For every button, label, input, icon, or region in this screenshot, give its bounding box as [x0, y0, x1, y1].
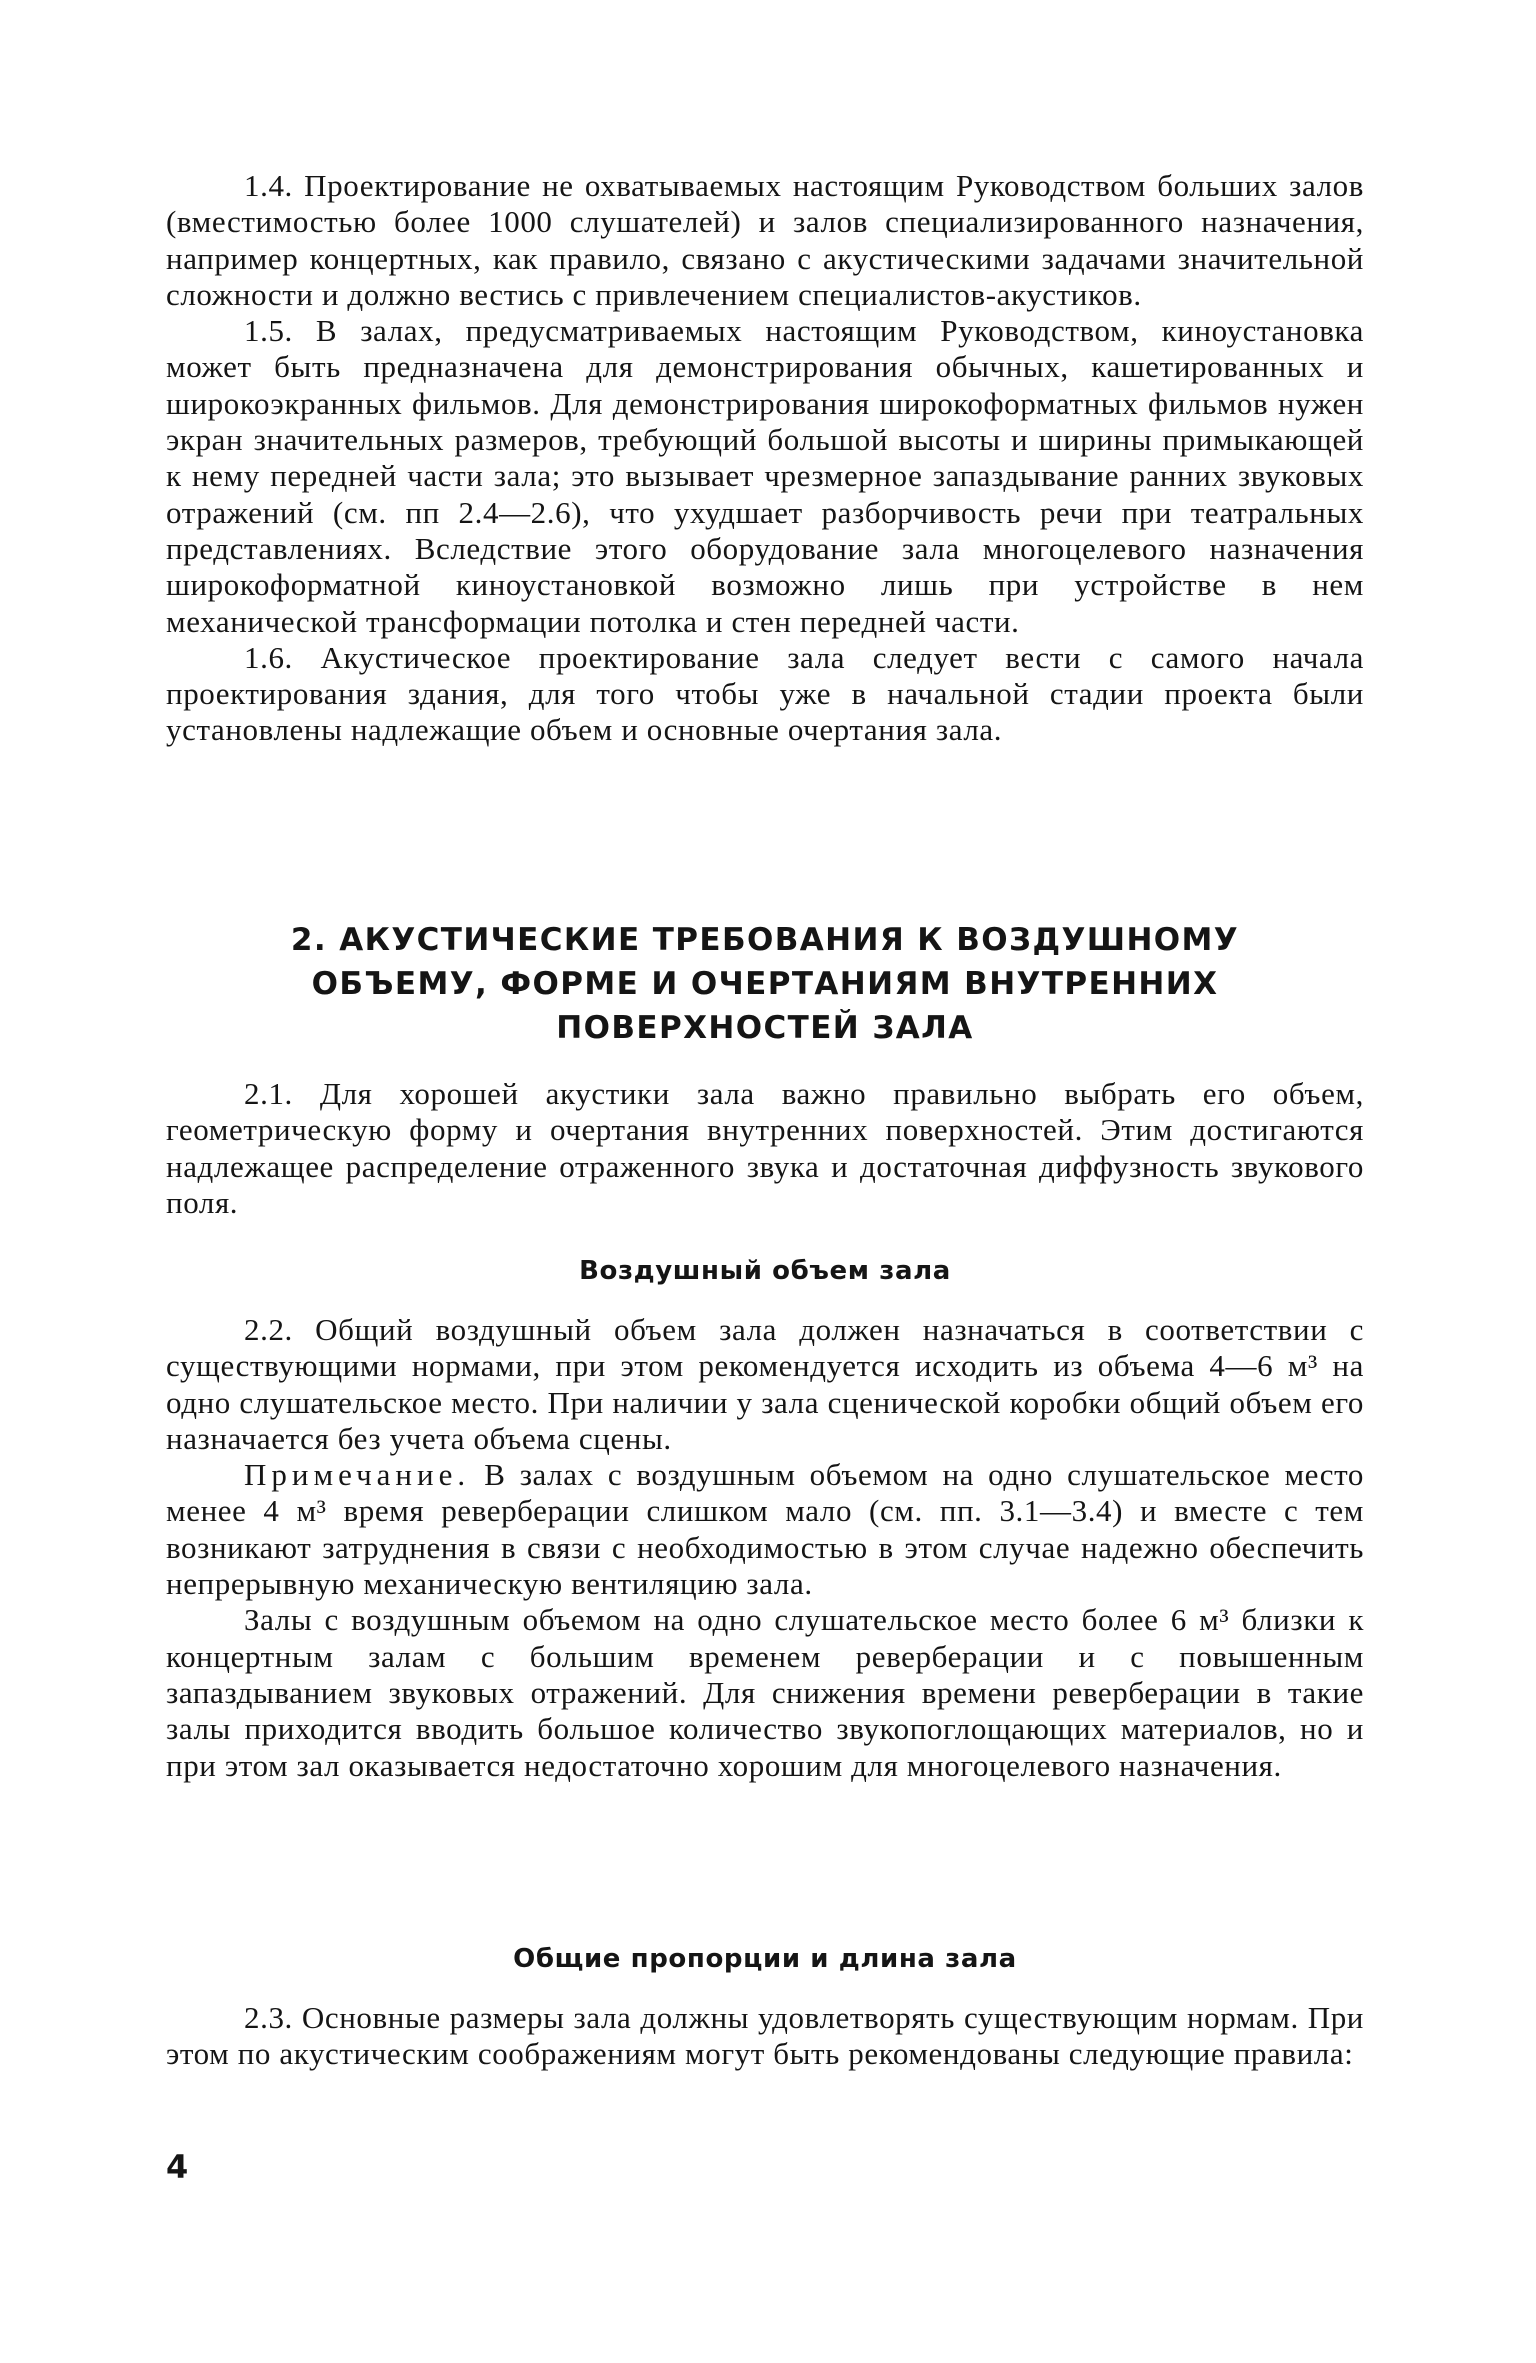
paragraph-text: В залах, предусматриваемых настоящим Руководством, киноустановка может быть предназначена для демонстрирования обычных, кашетированных и широкоэкранных фильмов. Для демонстрирования широкоформатных фильмов нужен экран значительных размеров, требующий большой высоты и ширины примыкающей к нему передней части зала; это вызывает чрезмерное запаздывание ранних звуковых отражений (см. пп 2.4—2.6), что ухудшает разборчивость речи при театральных представлениях. Вследствие этого оборудование зала многоцелевого назначения широкоформатной киноустановкой возможно лишь при устройстве в нем механической трансформации потолка и стен передней части. — [166, 313, 1364, 639]
paragraph-number: 2.1. — [244, 1076, 293, 1111]
note-label: Примечание. — [244, 1457, 471, 1493]
paragraph-text: Для хорошей акустики зала важно правильно выбрать его объем, геометрическую форму и очертания внутренних поверхностей. Этим достигаются надлежащее распределение отраженного звука и достаточная диффузность звукового поля. — [166, 1076, 1364, 1220]
paragraph-2-2 — [166, 1312, 1364, 1457]
paragraph-1-6 — [166, 640, 1364, 749]
section-2-title — [166, 918, 1364, 1050]
paragraph-text: Основные размеры зала должны удовлетворять существующим нормам. При этом по акустическим соображениям могут быть рекомендованы следующие правила: — [166, 2000, 1364, 2072]
page-number: 4 — [166, 2148, 189, 2186]
paragraph-number: 1.4. — [244, 168, 293, 203]
paragraph-number: 2.2. — [244, 1312, 293, 1347]
section-2-intro — [166, 1076, 1364, 1221]
proportions-text-block — [166, 2000, 1364, 2073]
heading-proportions: Общие пропорции и длина зала — [513, 1944, 1017, 1974]
paragraph-number: 1.6. — [244, 639, 293, 675]
paragraph-number: 2.3. — [244, 2000, 293, 2035]
paragraph-1-4 — [166, 168, 1364, 313]
note-paragraph — [166, 1457, 1364, 1602]
section-title-line: ПОВЕРХНОСТЕЙ ЗАЛА — [556, 1010, 974, 1046]
paragraph-1-5 — [166, 313, 1364, 640]
air-volume-text-block — [166, 1312, 1364, 1784]
paragraph-2-3 — [166, 2000, 1364, 2073]
paragraph-text: Залы с воздушным объемом на одно слушательское место более 6 м³ близки к концертным залам с большим временем реверберации и с повышенным запаздыванием звуковых отражений. Для снижения времени реверберации в такие залы приходится вводить большое количество звукопоглощающих материалов, но и при этом зал оказывается недостаточно хорошим для многоцелевого назначения. — [166, 1602, 1364, 1783]
paragraph-text: Акустическое проектирование зала следует вести с самого начала проектирования здания, для того чтобы уже в начальной стадии проекта были установлены надлежащие объем и основные очертания зала. — [166, 639, 1364, 748]
note-text: В залах с воздушным объемом на одно слушательское место менее 4 м³ время реверберации слишком мало (см. пп. 3.1—3.4) и вместе с тем возникают затруднения в связи с необходимостью в этом случае надежно обеспечить непрерывную механическую вентиляцию зала. — [166, 1457, 1364, 1602]
paragraph-text: Проектирование не охватываемых настоящим Руководством больших залов (вместимостью более 1000 слушателей) и залов специализированного назначения, например концертных, как правило, связано с акустическими задачами значительной сложности и должно вестись с привлечением специалистов-акустиков. — [166, 168, 1364, 312]
intro-text-block — [166, 168, 1364, 749]
paragraph-text: Общий воздушный объем зала должен назначаться в соответствии с существующими нормами, при этом рекомендуется исходить из объема 4—6 м³ на одно слушательское место. При наличии у зала сценической коробки общий объем его назначается без учета объема сцены. — [166, 1312, 1364, 1456]
paragraph-2-1 — [166, 1076, 1364, 1221]
paragraph-large-halls — [166, 1602, 1364, 1783]
paragraph-number: 1.5. — [244, 313, 293, 349]
section-title-line: ОБЪЕМУ, ФОРМЕ И ОЧЕРТАНИЯМ ВНУТРЕННИХ — [311, 966, 1219, 1002]
heading-air-volume: Воздушный объем зала — [579, 1256, 951, 1286]
section-title-line: 2. АКУСТИЧЕСКИЕ ТРЕБОВАНИЯ К ВОЗДУШНОМУ — [290, 922, 1240, 958]
